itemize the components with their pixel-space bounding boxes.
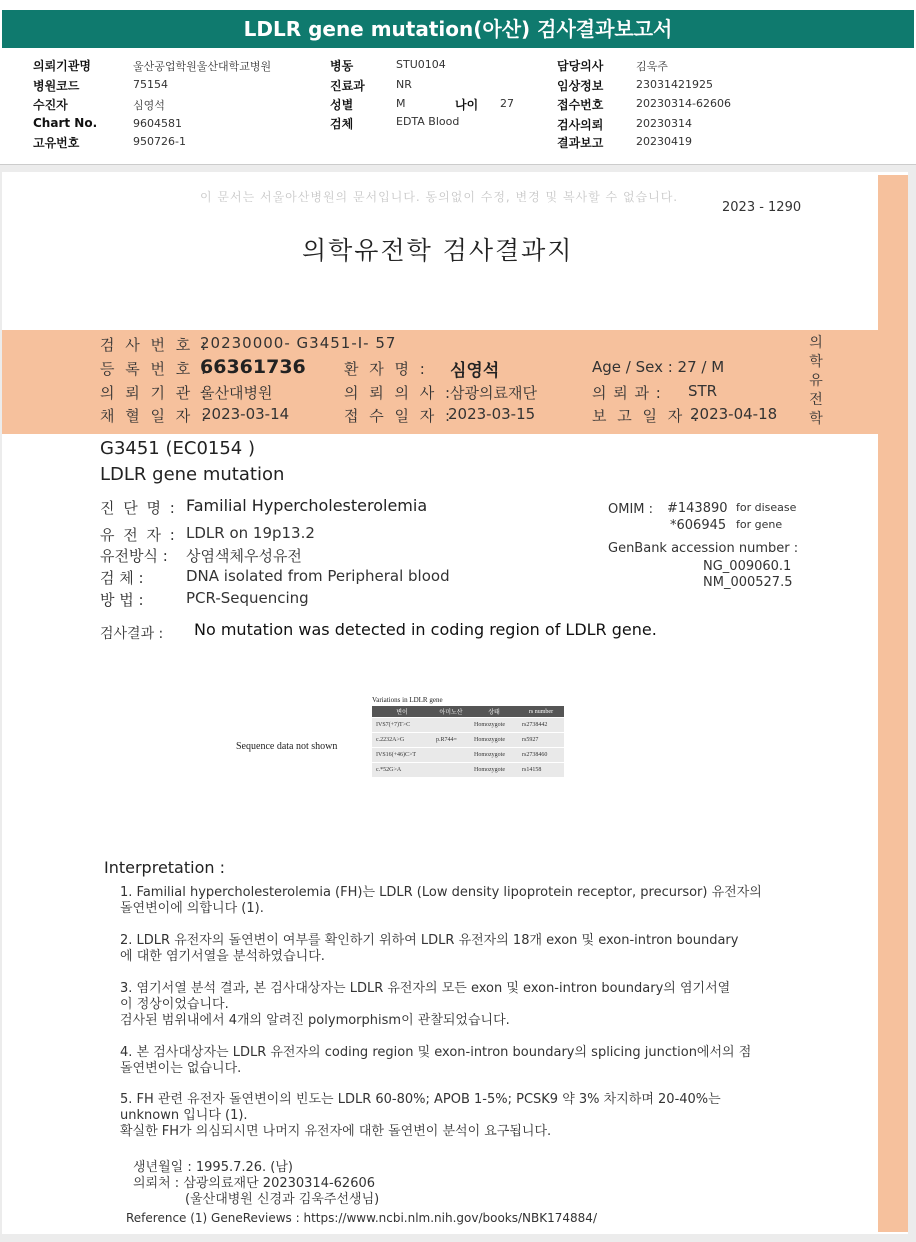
receive-date: 2023-03-15 [448,405,536,423]
field-label: 검사의뢰 [557,118,604,132]
report-title-banner: LDLR gene mutation(아산) 검사결과보고서 [2,10,914,48]
field-value: 20230314-62606 [636,97,731,110]
genbank-id: NM_000527.5 [703,575,793,590]
column-header: 상태 [470,706,518,718]
field-label: 병원코드 [33,79,80,93]
interpretation-item: 4. 본 검사대상자는 LDLR 유전자의 coding region 및 exon-intron boundary의 splicing junction에서의 점 돌연변이는 없습니다. [120,1045,752,1076]
exam-no-label: 검 사 번 호 : [100,336,210,354]
req-inst: 울산대병원 [200,384,273,402]
exam-no: 20230000- G3451-I- 57 [200,334,397,352]
sequence-note: Sequence data not shown [236,741,338,752]
field-value: EDTA Blood [396,115,460,128]
interpretation-item: 5. FH 관련 유전자 돌연변이의 빈도는 LDLR 60-80%; APOB 1-5%; PCSK9 약 3% 차지하며 20-40%는 unknown 입니다 (1). 확실한 FH가 의심되시면 나머지 유전자에 대한 돌연변이 분석이 요구됩니다. [120,1092,721,1139]
mutation-table [372,706,564,777]
detail-label: 방 법 : [100,591,144,609]
column-header: 변이 [372,706,432,718]
reg-no-label: 등 록 번 호 : [100,360,210,378]
table-row: c.*52G>A Homozygote rs14158 [372,763,564,778]
detail-label: 검 체 : [100,569,144,587]
omim-disease-note: for disease [736,501,797,514]
req-dept-label: 의 뢰 과 : [592,384,662,402]
diagnosis: Familial Hypercholesterolemia [186,496,428,515]
field-value: M [396,97,406,110]
document-title: 의학유전학 검사결과지 [302,236,574,265]
header-info [0,52,916,165]
interpretation-item: 1. Familial hypercholesterolemia (FH)는 LDLR (Low density lipoprotein receptor, precursor) 유전자의 돌연변이에 의합니다 (1). [120,885,762,916]
field-label: 검체 [330,117,354,131]
receive-date-label: 접 수 일 자 : [344,407,454,425]
document-number: 2023 - 1290 [722,200,802,215]
field-value: 75154 [133,78,168,91]
field-label: 접수번호 [557,98,604,112]
collect-date-label: 채 혈 일 자 : [100,407,210,425]
req-doc: 삼광의료재단 [450,384,537,402]
reg-no: 66361736 [200,356,306,378]
field-label: 성별 [330,98,354,112]
patient-label: 환 자 명 : [344,360,428,378]
column-header: rs number [518,706,564,718]
field-label: 수진자 [33,98,68,112]
genbank-id: NG_009060.1 [703,559,792,574]
age-value: 27 [500,97,514,110]
field-value: 김욱주 [636,60,668,73]
result-label: 검사결과 : [100,626,164,642]
interpretation-item: 2. LDLR 유전자의 돌연변이 여부를 확인하기 위하여 LDLR 유전자의 18개 exon 및 exon-intron boundary 에 대한 염기서열을 분석하였습니다. [120,933,739,964]
side-label: 의 학 유 전 학 [809,335,823,427]
watermark-text: 이 문서는 서울아산병원의 문서입니다. 동의없이 수정, 변경 및 복사할 수 없습니다. [200,190,679,204]
field-value: 심영석 [133,99,165,112]
field-value: 20230314 [636,117,692,130]
field-value: 9604581 [133,117,182,130]
age-sex: Age / Sex : 27 / M [592,358,725,376]
field-label: 고유번호 [33,136,80,150]
field-value: 23031421925 [636,78,713,91]
field-label: 의뢰기관명 [33,59,91,73]
column-header: 아미노산 [432,706,470,718]
mutation-table-block [372,696,564,777]
omim-gene-note: for gene [736,518,783,531]
birth-date: 생년월일 : 1995.7.26. (남) [133,1160,294,1175]
gene-location: LDLR on 19p13.2 [186,524,315,542]
field-value: 울산공업학원울산대학교병원 [133,60,272,73]
interpretation-item: 3. 염기서열 분석 결과, 본 검사대상자는 LDLR 유전자의 모든 exon 및 exon-intron boundary의 염기서열 이 정상이었습니다. 검사된 범위내에서 4개의 알려진 polymorphism이 관찰되었습니다. [120,981,731,1028]
patient-name: 심영석 [450,361,500,381]
field-label: 임상정보 [557,79,604,93]
req-dept: STR [688,382,718,400]
test-code: G3451 (EC0154 ) [100,438,255,459]
field-label: 담당의사 [557,59,604,73]
mutation-table-caption: Variations in LDLR gene [372,696,443,704]
result-text: No mutation was detected in coding region of LDLR gene. [194,620,657,639]
field-value: STU0104 [396,58,446,71]
field-label: 병동 [330,59,354,73]
genbank-label: GenBank accession number : [608,541,799,556]
field-label: Chart No. [33,116,98,130]
field-label: 진료과 [330,79,365,93]
req-doc-label: 의 뢰 의 사 : [344,384,454,402]
interpretation-title: Interpretation : [104,858,225,877]
collect-date: 2023-03-14 [202,405,290,423]
field-value: 20230419 [636,135,692,148]
field-label: 결과보고 [557,136,604,150]
specimen: DNA isolated from Peripheral blood [186,567,450,585]
omim-disease: #143890 [667,501,728,516]
table-row: IVS7(+7)T>C Homozygote rs2738442 [372,718,564,733]
omim-gene: *606945 [670,518,727,533]
detail-label: 유 전 자 : [100,526,177,544]
detail-label: 유전방식 : [100,547,168,565]
req-inst-label: 의 뢰 기 관 : [100,384,210,402]
omim-label: OMIM : [608,502,654,517]
report-date: 2023-04-18 [690,405,778,423]
age-label: 나이 [455,98,479,112]
report-date-label: 보 고 일 자 : [592,407,702,425]
reference: Reference (1) GeneReviews : https://www.ncbi.nlm.nih.gov/books/NBK174884/ [126,1211,597,1225]
method: PCR-Sequencing [186,589,309,607]
test-name: LDLR gene mutation [100,464,285,485]
detail-label: 진 단 명 : [100,499,177,517]
requester-note: (울산대병원 신경과 김욱주선생님) [185,1192,380,1207]
requester: 의뢰처 : 삼광의료재단 20230314-62606 [133,1176,376,1191]
field-value: 950726-1 [133,135,186,148]
inheritance: 상염색체우성유전 [186,547,302,565]
side-band [878,175,908,1232]
field-value: NR [396,78,412,91]
table-row: c.2232A>G p.R744= Homozygote rs5927 [372,733,564,748]
table-row: IVS16(+46)C>T Homozygote rs2738460 [372,748,564,763]
